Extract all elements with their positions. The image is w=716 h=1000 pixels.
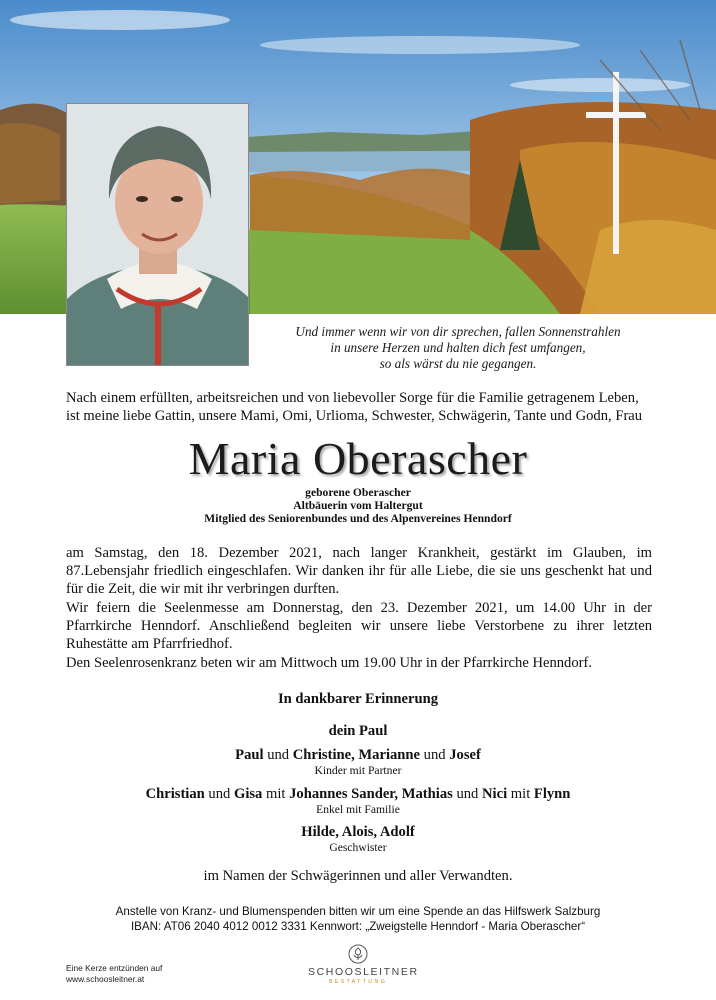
logo-name: SCHOOSLEITNER <box>308 966 419 978</box>
grandchildren-relation: Enkel mit Familie <box>316 803 400 816</box>
connector: mit <box>262 786 290 802</box>
mourner-name: Paul <box>235 747 264 763</box>
intro-line: Nach einem erfüllten, arbeitsreichen und von liebevoller Sorge für die Familie getragenem Leben, <box>66 390 639 406</box>
mourner-name: Hilde, Alois, Adolf <box>301 824 415 840</box>
rose-icon <box>348 944 368 964</box>
connector: und <box>420 747 450 763</box>
mourner-name: Gisa <box>233 786 263 802</box>
death-paragraph: am Samstag, den 18. Dezember 2021, nach langer Krankheit, gestärkt im Glauben, im 87.Lebensjahr friedlich eingeschlafen. Wir danken ihr für alle Liebe, die sie uns geschenkt hat und für die Zeit, die wir mit ihr verbringen durften. <box>66 545 652 597</box>
funeral-home-logo <box>308 944 419 985</box>
grandchildren-names <box>0 786 716 803</box>
mourner-name: Flynn <box>533 786 571 802</box>
memberships: Mitglied des Seniorenbundes und des Alpenvereines Henndorf <box>204 512 512 526</box>
spouse-name: dein Paul <box>328 723 388 739</box>
intro-text <box>66 389 656 425</box>
birth-name: geborene Oberascher <box>305 486 411 499</box>
funeral-paragraph: Wir feiern die Seelenmesse am Donnerstag, den 23. Dezember 2021, um 14.00 Uhr in der Pfarrkirche Henndorf. Anschließend begleiten wir unsere liebe Verstorbene zu ihrer letzten Ruhestätte am Pfarrfriedhof. <box>66 600 652 652</box>
mourner-name: Christian <box>145 786 205 802</box>
candle-link[interactable] <box>66 963 162 985</box>
candle-text: Eine Kerze entzünden auf <box>66 963 163 973</box>
siblings-names <box>0 824 716 841</box>
poem-line: so als wärst du nie gegangen. <box>379 356 537 371</box>
mourner-name: Josef <box>449 747 481 763</box>
deceased-details <box>0 486 716 526</box>
donation-note <box>0 905 716 934</box>
logo-subtitle: BESTATTUNG <box>328 979 388 985</box>
poem-line: in unsere Herzen und halten dich fest umfangen, <box>330 340 586 355</box>
candle-url[interactable]: www.schoosleitner.at <box>66 974 145 984</box>
siblings-relation: Geschwister <box>329 841 387 854</box>
portrait-photo-icon <box>67 104 249 366</box>
closing-line: im Namen der Schwägerinnen und aller Verwandten. <box>203 868 513 884</box>
children-relation: Kinder mit Partner <box>314 764 402 777</box>
poem <box>268 324 648 372</box>
children-names <box>0 747 716 764</box>
occupation: Altbäuerin vom Haltergut <box>293 499 423 513</box>
portrait-photo <box>66 103 249 366</box>
mourners-heading: In dankbarer Erinnerung <box>277 691 439 707</box>
intro-line: ist meine liebe Gattin, unsere Mami, Omi, Urlioma, Schwester, Schwägerin, Tante und Godn, Frau <box>66 408 643 424</box>
connector: und <box>263 747 293 763</box>
iban-line: IBAN: AT06 2040 4012 0012 3331 Kennwort: „Zweigstelle Henndorf - Maria Oberascher“ <box>130 919 586 933</box>
mourner-name: Nici <box>482 786 508 802</box>
rosary-paragraph: Den Seelenrosenkranz beten wir am Mittwoch um 19.00 Uhr in der Pfarrkirche Henndorf. <box>66 655 593 671</box>
mourner-name: Johannes Sander, Mathias <box>289 786 453 802</box>
deceased-name: Maria Oberascher <box>188 433 528 484</box>
connector: mit <box>507 786 534 802</box>
connector: und <box>452 786 482 802</box>
donation-line: Anstelle von Kranz- und Blumenspenden bitten wir um eine Spende an das Hilfswerk Salzburg <box>115 905 601 918</box>
mourner-name: Christine, Marianne <box>292 747 421 763</box>
connector: und <box>204 786 234 802</box>
poem-line: Und immer wenn wir von dir sprechen, fallen Sonnenstrahlen <box>295 324 621 339</box>
